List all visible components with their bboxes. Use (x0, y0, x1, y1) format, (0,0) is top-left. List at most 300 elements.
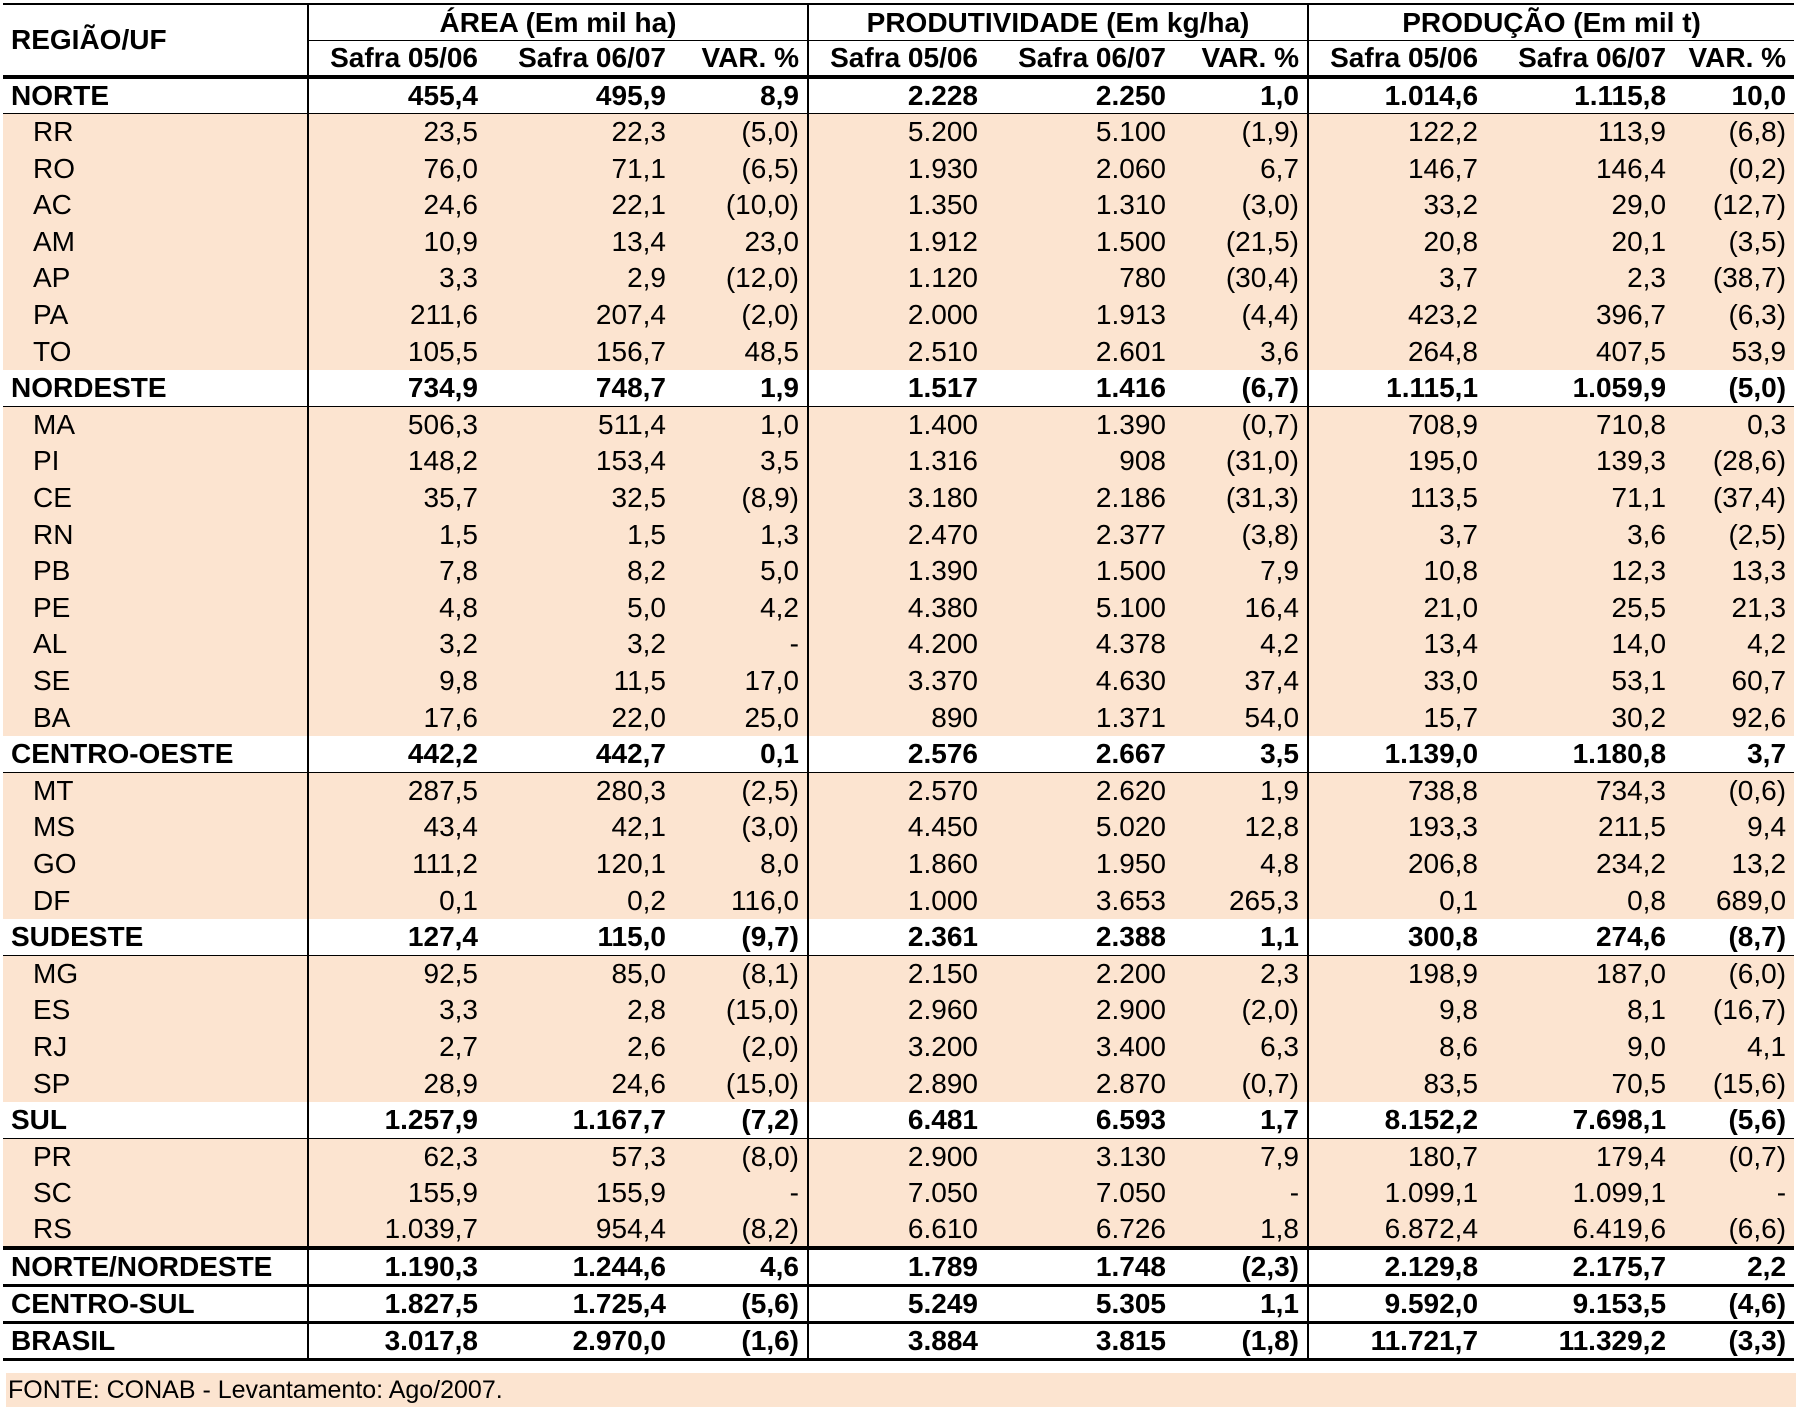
table-cell: 3.653 (986, 882, 1174, 919)
table-cell: 3,3 (308, 260, 486, 297)
table-cell: (8,9) (674, 480, 808, 517)
table-cell: - (674, 626, 808, 663)
table-cell: 3.180 (808, 480, 986, 517)
table-cell: (8,2) (674, 1212, 808, 1249)
table-cell: (15,0) (674, 992, 808, 1029)
table-cell: 5.100 (986, 590, 1174, 627)
state-row (3, 626, 1794, 663)
row-label: DF (3, 882, 308, 919)
table-cell: 734,3 (1486, 772, 1674, 809)
table-cell: 13,3 (1674, 553, 1794, 590)
table-cell: 21,3 (1674, 590, 1794, 627)
table-cell: (2,3) (1174, 1248, 1308, 1286)
table-cell: (8,1) (674, 955, 808, 992)
table-cell: 53,1 (1486, 663, 1674, 700)
table-cell: 71,1 (1486, 480, 1674, 517)
table-cell: 1,7 (1174, 1102, 1308, 1139)
table-cell: 2.576 (808, 736, 986, 773)
state-row (3, 333, 1794, 370)
table-cell: (16,7) (1674, 992, 1794, 1029)
table-cell: 11,5 (486, 663, 674, 700)
table-cell: 2.186 (986, 480, 1174, 517)
table-cell: (5,0) (1674, 370, 1794, 407)
table-cell: 8,9 (674, 77, 808, 114)
table-cell: 1.930 (808, 150, 986, 187)
row-label: PA (3, 297, 308, 334)
table-cell: 1,5 (308, 516, 486, 553)
table-cell: 4,2 (1174, 626, 1308, 663)
table-cell: 3,3 (308, 992, 486, 1029)
table-cell: 4.380 (808, 590, 986, 627)
table-cell: 2.900 (986, 992, 1174, 1029)
table-cell: 71,1 (486, 150, 674, 187)
table-cell: 83,5 (1308, 1065, 1486, 1102)
table-cell: 3.200 (808, 1029, 986, 1066)
table-cell: 1.120 (808, 260, 986, 297)
state-row (3, 699, 1794, 736)
table-cell: (0,6) (1674, 772, 1794, 809)
table-cell: 7.050 (808, 1175, 986, 1212)
row-label: AC (3, 187, 308, 224)
table-cell: (15,0) (674, 1065, 808, 1102)
region-row (3, 77, 1794, 114)
table-cell: (0,7) (1674, 1138, 1794, 1175)
row-label: AL (3, 626, 308, 663)
row-label: RR (3, 114, 308, 151)
table-cell: 57,3 (486, 1138, 674, 1175)
table-cell: 1.390 (808, 553, 986, 590)
table-cell: 264,8 (1308, 333, 1486, 370)
table-cell: 195,0 (1308, 443, 1486, 480)
subheader-output-0607: Safra 06/07 (1486, 41, 1674, 78)
table-cell: 1.416 (986, 370, 1174, 407)
table-cell: (4,6) (1674, 1286, 1794, 1323)
table-cell: 2.228 (808, 77, 986, 114)
table-cell: 3.370 (808, 663, 986, 700)
table-cell: 3.130 (986, 1138, 1174, 1175)
table-cell: 53,9 (1674, 333, 1794, 370)
table-cell: 1.000 (808, 882, 986, 919)
region-row (3, 1102, 1794, 1139)
table-cell: 28,9 (308, 1065, 486, 1102)
row-label: TO (3, 333, 308, 370)
table-cell: 748,7 (486, 370, 674, 407)
table-cell: 1.748 (986, 1248, 1174, 1286)
table-cell: 6.419,6 (1486, 1212, 1674, 1249)
row-label: PE (3, 590, 308, 627)
table-cell: 70,5 (1486, 1065, 1674, 1102)
table-cell: 17,6 (308, 699, 486, 736)
table-cell: 111,2 (308, 846, 486, 883)
row-label: BRASIL (3, 1323, 308, 1360)
table-cell: 396,7 (1486, 297, 1674, 334)
table-cell: 280,3 (486, 772, 674, 809)
table-cell: (12,7) (1674, 187, 1794, 224)
state-row (3, 955, 1794, 992)
table-cell: 407,5 (1486, 333, 1674, 370)
table-cell: - (1174, 1175, 1308, 1212)
state-row (3, 516, 1794, 553)
table-cell: 1.099,1 (1486, 1175, 1674, 1212)
state-row (3, 150, 1794, 187)
table-cell: (6,8) (1674, 114, 1794, 151)
state-row (3, 553, 1794, 590)
crop-data-table (3, 3, 1794, 1361)
table-cell: 113,9 (1486, 114, 1674, 151)
table-cell: 1,9 (1174, 772, 1308, 809)
table-cell: 4,6 (674, 1248, 808, 1286)
table-cell: 2.620 (986, 772, 1174, 809)
table-cell: 2.667 (986, 736, 1174, 773)
table-cell: 2,7 (308, 1029, 486, 1066)
table-cell: 1.139,0 (1308, 736, 1486, 773)
table-cell: 234,2 (1486, 846, 1674, 883)
row-label: MA (3, 407, 308, 444)
table-cell: (7,2) (674, 1102, 808, 1139)
table-cell: 3.815 (986, 1323, 1174, 1360)
table-cell: 4.200 (808, 626, 986, 663)
table-cell: (3,8) (1174, 516, 1308, 553)
subheader-area-var: VAR. % (674, 41, 808, 78)
row-label: MG (3, 955, 308, 992)
row-label: MT (3, 772, 308, 809)
table-cell: 9.153,5 (1486, 1286, 1674, 1323)
row-label: CE (3, 480, 308, 517)
state-row (3, 1175, 1794, 1212)
table-cell: 2,8 (486, 992, 674, 1029)
table-cell: 8,2 (486, 553, 674, 590)
table-cell: 207,4 (486, 297, 674, 334)
state-row (3, 1029, 1794, 1066)
table-cell: 211,6 (308, 297, 486, 334)
table-cell: 2.960 (808, 992, 986, 1029)
table-cell: (2,5) (1674, 516, 1794, 553)
row-label: CENTRO-OESTE (3, 736, 308, 773)
row-label: RS (3, 1212, 308, 1249)
table-cell: 6,7 (1174, 150, 1308, 187)
table-cell: 13,4 (486, 224, 674, 261)
table-cell: 9,4 (1674, 809, 1794, 846)
table-cell: 1.180,8 (1486, 736, 1674, 773)
table-cell: 5,0 (674, 553, 808, 590)
state-row (3, 882, 1794, 919)
table-cell: 708,9 (1308, 407, 1486, 444)
table-cell: 187,0 (1486, 955, 1674, 992)
table-cell: 12,8 (1174, 809, 1308, 846)
subheader-area-0607: Safra 06/07 (486, 41, 674, 78)
table-cell: 1.500 (986, 224, 1174, 261)
table-cell: (3,5) (1674, 224, 1794, 261)
table-cell: 4.378 (986, 626, 1174, 663)
table-cell: (0,7) (1174, 1065, 1308, 1102)
table-cell: 455,4 (308, 77, 486, 114)
group-header-production: PRODUÇÃO (Em mil t) (1308, 4, 1794, 41)
table-cell: 116,0 (674, 882, 808, 919)
table-cell: 0,1 (1308, 882, 1486, 919)
table-cell: 442,2 (308, 736, 486, 773)
table-cell: 1.115,8 (1486, 77, 1674, 114)
table-cell: 8,6 (1308, 1029, 1486, 1066)
table-cell: (9,7) (674, 919, 808, 956)
table-cell: 511,4 (486, 407, 674, 444)
table-cell: 127,4 (308, 919, 486, 956)
table-cell: (8,0) (674, 1138, 808, 1175)
table-cell: 29,0 (1486, 187, 1674, 224)
table-cell: 4,8 (308, 590, 486, 627)
table-cell: 710,8 (1486, 407, 1674, 444)
table-cell: 3,5 (674, 443, 808, 480)
table-cell: 11.721,7 (1308, 1323, 1486, 1360)
table-cell: 1,5 (486, 516, 674, 553)
table-cell: (6,6) (1674, 1212, 1794, 1249)
table-cell: 6.610 (808, 1212, 986, 1249)
summary-row (3, 1323, 1794, 1360)
row-label: BA (3, 699, 308, 736)
table-cell: 48,5 (674, 333, 808, 370)
summary-row (3, 1286, 1794, 1323)
table-cell: 3,6 (1486, 516, 1674, 553)
table-cell: 2.150 (808, 955, 986, 992)
table-cell: 3.400 (986, 1029, 1174, 1066)
table-cell: 8,1 (1486, 992, 1674, 1029)
table-cell: 2.890 (808, 1065, 986, 1102)
table-cell: (28,6) (1674, 443, 1794, 480)
row-label: PI (3, 443, 308, 480)
table-cell: 1.014,6 (1308, 77, 1486, 114)
table-cell: 908 (986, 443, 1174, 480)
table-cell: 1,9 (674, 370, 808, 407)
source-note: FONTE: CONAB - Levantamento: Ago/2007. (6, 1373, 1796, 1407)
table-cell: (37,4) (1674, 480, 1794, 517)
table-cell: 211,5 (1486, 809, 1674, 846)
table-cell: 153,4 (486, 443, 674, 480)
table-cell: 1.350 (808, 187, 986, 224)
table-cell: 1.167,7 (486, 1102, 674, 1139)
table-cell: 2,2 (1674, 1248, 1794, 1286)
table-cell: (6,3) (1674, 297, 1794, 334)
table-cell: 287,5 (308, 772, 486, 809)
table-cell: 16,4 (1174, 590, 1308, 627)
table-cell: 30,2 (1486, 699, 1674, 736)
table-cell: 22,3 (486, 114, 674, 151)
table-cell: 734,9 (308, 370, 486, 407)
table-cell: 0,2 (486, 882, 674, 919)
table-cell: 1.115,1 (1308, 370, 1486, 407)
row-label: MS (3, 809, 308, 846)
table-cell: 60,7 (1674, 663, 1794, 700)
table-cell: 689,0 (1674, 882, 1794, 919)
table-cell: 148,2 (308, 443, 486, 480)
state-row (3, 443, 1794, 480)
table-cell: 7,8 (308, 553, 486, 590)
table-cell: (0,2) (1674, 150, 1794, 187)
table-cell: 7,9 (1174, 1138, 1308, 1175)
table-cell: 300,8 (1308, 919, 1486, 956)
table-cell: 2.470 (808, 516, 986, 553)
table-cell: 9,8 (308, 663, 486, 700)
table-cell: 2.570 (808, 772, 986, 809)
table-cell: 2.510 (808, 333, 986, 370)
table-cell: 1.371 (986, 699, 1174, 736)
table-cell: 1.789 (808, 1248, 986, 1286)
table-cell: 2.000 (808, 297, 986, 334)
table-cell: 1.912 (808, 224, 986, 261)
table-cell: (3,0) (674, 809, 808, 846)
table-cell: 24,6 (486, 1065, 674, 1102)
table-cell: 0,3 (1674, 407, 1794, 444)
table-cell: 156,7 (486, 333, 674, 370)
table-cell: (2,5) (674, 772, 808, 809)
table-cell: 146,4 (1486, 150, 1674, 187)
row-label: NORTE/NORDESTE (3, 1248, 308, 1286)
table-cell: 2.129,8 (1308, 1248, 1486, 1286)
table-cell: 738,8 (1308, 772, 1486, 809)
region-column-header: REGIÃO/UF (3, 4, 308, 77)
summary-row (3, 1248, 1794, 1286)
table-cell: 2,9 (486, 260, 674, 297)
table-cell: 15,7 (1308, 699, 1486, 736)
table-cell: 6,3 (1174, 1029, 1308, 1066)
table-cell: 1.257,9 (308, 1102, 486, 1139)
table-cell: (12,0) (674, 260, 808, 297)
table-cell: (2,0) (674, 1029, 808, 1066)
table-cell: 1.059,9 (1486, 370, 1674, 407)
state-row (3, 187, 1794, 224)
table-cell: 4,8 (1174, 846, 1308, 883)
table-cell: 62,3 (308, 1138, 486, 1175)
table-cell: 24,6 (308, 187, 486, 224)
table-cell: 92,6 (1674, 699, 1794, 736)
table-cell: 1.860 (808, 846, 986, 883)
table-cell: 2.900 (808, 1138, 986, 1175)
table-cell: 890 (808, 699, 986, 736)
state-row (3, 1138, 1794, 1175)
table-cell: 2.200 (986, 955, 1174, 992)
table-cell: 10,9 (308, 224, 486, 261)
table-cell: 32,5 (486, 480, 674, 517)
table-cell: 1.827,5 (308, 1286, 486, 1323)
table-cell: 37,4 (1174, 663, 1308, 700)
table-cell: (6,0) (1674, 955, 1794, 992)
table-cell: 3,7 (1308, 260, 1486, 297)
state-row (3, 1212, 1794, 1249)
table-cell: 506,3 (308, 407, 486, 444)
table-cell: 1,1 (1174, 919, 1308, 956)
subheader-area-0506: Safra 05/06 (308, 41, 486, 78)
table-cell: 21,0 (1308, 590, 1486, 627)
table-cell: 1,8 (1174, 1212, 1308, 1249)
table-cell: 3,7 (1308, 516, 1486, 553)
table-cell: (1,6) (674, 1323, 808, 1360)
table-cell: 14,0 (1486, 626, 1674, 663)
table-cell: 265,3 (1174, 882, 1308, 919)
table-cell: (3,0) (1174, 187, 1308, 224)
table-cell: 3,5 (1174, 736, 1308, 773)
table-cell: 146,7 (1308, 150, 1486, 187)
row-label: SE (3, 663, 308, 700)
table-cell: 3,7 (1674, 736, 1794, 773)
table-cell: 5,0 (486, 590, 674, 627)
table-cell: 20,8 (1308, 224, 1486, 261)
row-label: SC (3, 1175, 308, 1212)
table-cell: 10,8 (1308, 553, 1486, 590)
table-cell: 2,3 (1174, 955, 1308, 992)
table-cell: 1.039,7 (308, 1212, 486, 1249)
row-label: RO (3, 150, 308, 187)
table-cell: 2.175,7 (1486, 1248, 1674, 1286)
table-cell: 2.250 (986, 77, 1174, 114)
table-cell: 9.592,0 (1308, 1286, 1486, 1323)
table-cell: (6,5) (674, 150, 808, 187)
header-row-groups (3, 4, 1794, 41)
table-cell: 6.726 (986, 1212, 1174, 1249)
table-cell: 7,9 (1174, 553, 1308, 590)
table-cell: (31,0) (1174, 443, 1308, 480)
table-cell: 5.100 (986, 114, 1174, 151)
group-header-productivity: PRODUTIVIDADE (Em kg/ha) (808, 4, 1308, 41)
row-label: RJ (3, 1029, 308, 1066)
table-cell: 25,0 (674, 699, 808, 736)
state-row (3, 590, 1794, 627)
table-cell: 4,2 (1674, 626, 1794, 663)
row-label: NORDESTE (3, 370, 308, 407)
row-label: AM (3, 224, 308, 261)
table-cell: (30,4) (1174, 260, 1308, 297)
table-cell: (5,0) (674, 114, 808, 151)
table-cell: 2.601 (986, 333, 1174, 370)
state-row (3, 114, 1794, 151)
table-cell: 5.305 (986, 1286, 1174, 1323)
subheader-output-0506: Safra 05/06 (1308, 41, 1486, 78)
table-cell: 4,1 (1674, 1029, 1794, 1066)
table-cell: (6,7) (1174, 370, 1308, 407)
table-cell: (5,6) (1674, 1102, 1794, 1139)
state-row (3, 772, 1794, 809)
table-cell: 8.152,2 (1308, 1102, 1486, 1139)
table-cell: 1,3 (674, 516, 808, 553)
table-cell: 139,3 (1486, 443, 1674, 480)
table-cell: 495,9 (486, 77, 674, 114)
row-label: AP (3, 260, 308, 297)
table-cell: 2,3 (1486, 260, 1674, 297)
table-cell: 198,9 (1308, 955, 1486, 992)
table-cell: 120,1 (486, 846, 674, 883)
table-cell: 33,2 (1308, 187, 1486, 224)
table-cell: 4.630 (986, 663, 1174, 700)
table-cell: 5.200 (808, 114, 986, 151)
table-cell: 105,5 (308, 333, 486, 370)
state-row (3, 480, 1794, 517)
row-label: SUL (3, 1102, 308, 1139)
table-cell: 1.400 (808, 407, 986, 444)
table-cell: 2.870 (986, 1065, 1174, 1102)
table-cell: 11.329,2 (1486, 1323, 1674, 1360)
table-cell: 25,5 (1486, 590, 1674, 627)
row-label: GO (3, 846, 308, 883)
table-cell: 1.390 (986, 407, 1174, 444)
table-cell: 8,0 (674, 846, 808, 883)
table-cell: (0,7) (1174, 407, 1308, 444)
table-cell: 155,9 (486, 1175, 674, 1212)
table-cell: 10,0 (1674, 77, 1794, 114)
table-cell: 2.060 (986, 150, 1174, 187)
table-cell: 2.388 (986, 919, 1174, 956)
table-cell: 42,1 (486, 809, 674, 846)
state-row (3, 224, 1794, 261)
table-cell: 1.244,6 (486, 1248, 674, 1286)
table-cell: 13,4 (1308, 626, 1486, 663)
table-body (3, 77, 1794, 1360)
